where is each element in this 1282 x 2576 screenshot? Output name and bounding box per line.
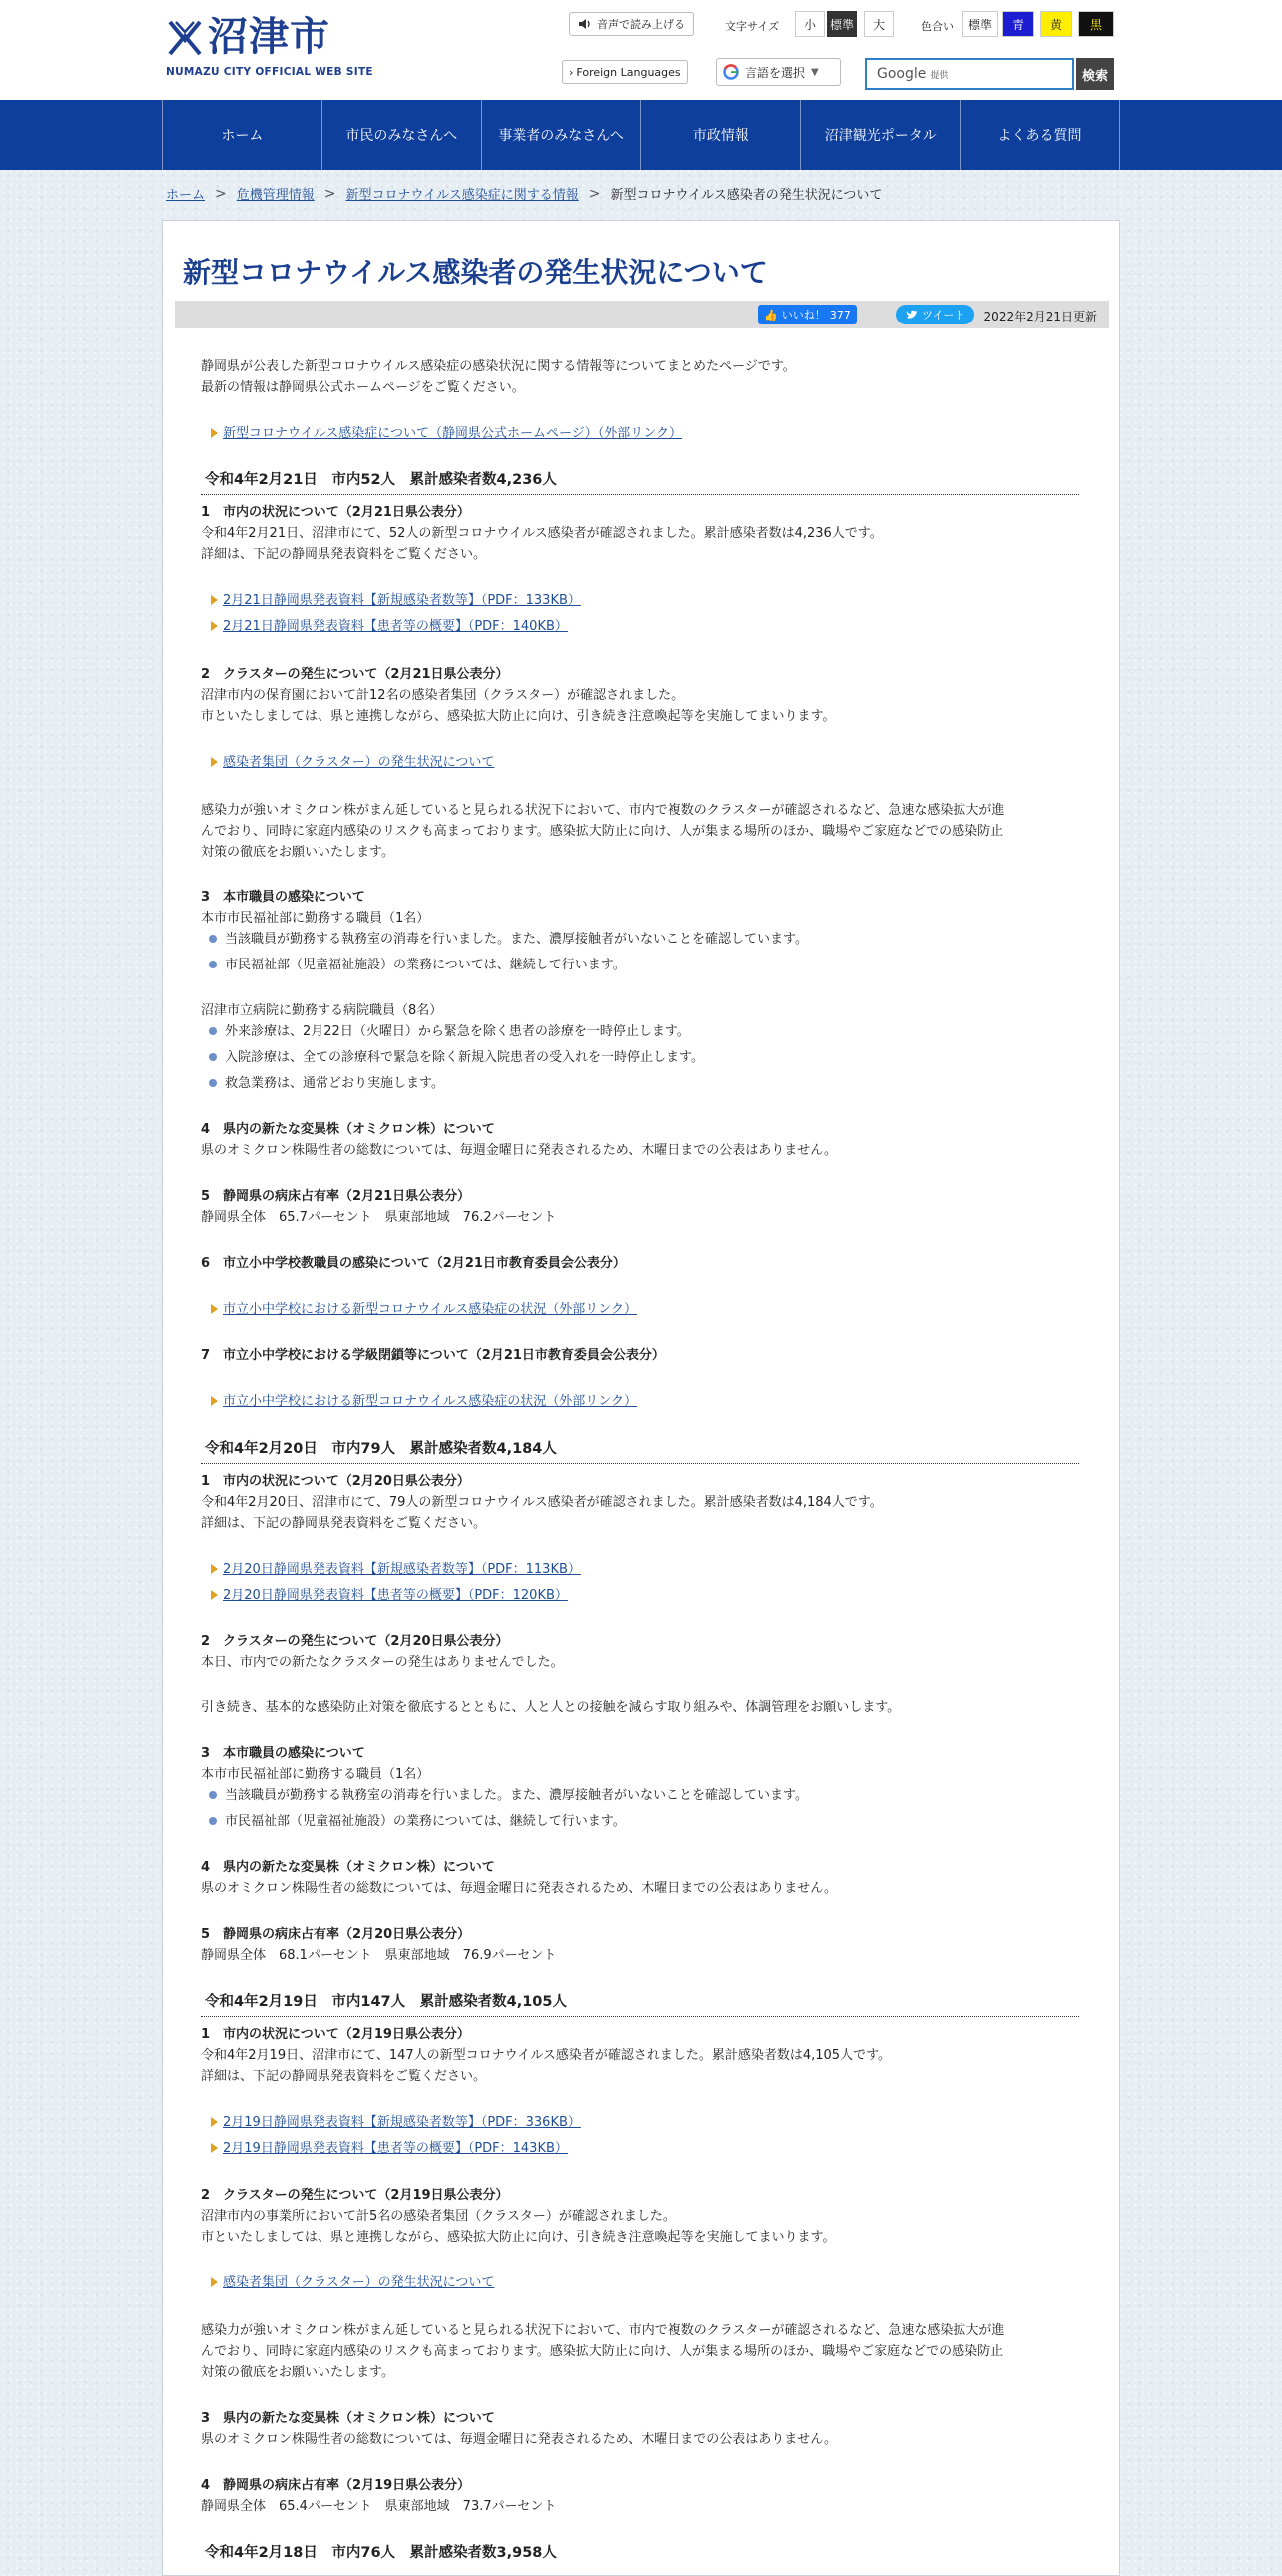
list-item bbox=[209, 1785, 808, 1806]
breadcrumb-crisis-management[interactable]: 危機管理情報 bbox=[236, 188, 315, 203]
page-meta-bar bbox=[175, 301, 1109, 328]
list-item-text: 救急業務は、通常どおり実施します。 bbox=[225, 1076, 444, 1091]
site-logo[interactable] bbox=[166, 14, 373, 80]
feb19-s1-text-2: 詳細は、下記の静岡県発表資料をご覧ください。 bbox=[201, 2069, 487, 2084]
bullet-icon bbox=[209, 1027, 217, 1035]
nav-item-businesses[interactable]: 事業者のみなさんへ bbox=[482, 100, 642, 170]
feb20-s2-title: 2 クラスターの発生について（2月20日県公表分） bbox=[201, 1634, 509, 1649]
feb19-s3-title: 3 県内の新たな変異株（オミクロン株）について bbox=[201, 2411, 495, 2426]
nav-item-citizens[interactable]: 市民のみなさんへ bbox=[322, 100, 482, 170]
feb20-s4-title: 4 県内の新たな変異株（オミクロン株）について bbox=[201, 1860, 495, 1875]
breadcrumb-home[interactable]: ホーム bbox=[166, 188, 206, 203]
pref-website-link[interactable]: 新型コロナウイルス感染症について（静岡県公式ホームページ）（外部リンク） bbox=[223, 426, 682, 441]
bullet-icon bbox=[209, 1079, 217, 1087]
color-standard-button[interactable]: 標準 bbox=[962, 11, 998, 37]
dropdown-arrow-icon: ▼ bbox=[811, 66, 819, 78]
search-button[interactable]: 検索 bbox=[1076, 58, 1114, 90]
color-yellow-button[interactable]: 黄 bbox=[1040, 11, 1072, 37]
breadcrumb-covid-info[interactable]: 新型コロナウイルス感染症に関する情報 bbox=[345, 188, 579, 203]
breadcrumb bbox=[166, 184, 882, 203]
logo-subtitle: NUMAZU CITY OFFICIAL WEB SITE bbox=[166, 66, 373, 78]
feb21-school-staff-item bbox=[211, 1299, 637, 1320]
feb21-s7-title: 7 市立小中学校における学級閉鎖等について（2月21日市教育委員会公表分） bbox=[201, 1348, 665, 1363]
feb20-s1-text-1: 令和4年2月20日、沼津市にて、79人の新型コロナウイルス感染者が確認されました。累計感染者数は4,184人です。 bbox=[201, 1495, 883, 1510]
link-arrow-icon bbox=[211, 595, 218, 605]
feb21-class-closure-link[interactable]: 市立小中学校における新型コロナウイルス感染症の状況（外部リンク） bbox=[223, 1394, 637, 1409]
nav-item-faq[interactable]: よくある質問 bbox=[961, 100, 1120, 170]
font-size-large-button[interactable]: 大 bbox=[864, 11, 894, 37]
feb20-s3-title: 3 本市職員の感染について bbox=[201, 1746, 365, 1761]
color-blue-button[interactable]: 青 bbox=[1002, 11, 1034, 37]
feb20-s3-group-a: 本市市民福祉部に勤務する職員（1名） bbox=[201, 1767, 430, 1782]
feb21-s1-title: 1 市内の状況について（2月21日県公表分） bbox=[201, 505, 470, 520]
feb19-s3-text: 県のオミクロン株陽性者の総数については、毎週金曜日に発表されるため、木曜日までの公表はありません。 bbox=[201, 2432, 838, 2447]
feb20-pdf-new-cases-link[interactable]: 2月20日静岡県発表資料【新規感染者数等】（PDF：113KB） bbox=[223, 1562, 581, 1577]
section-heading-feb18: 令和4年2月18日 市内76人 累計感染者数3,958人 bbox=[205, 2545, 557, 2561]
feb21-pdf1-item bbox=[211, 590, 581, 611]
nav-item-tourism-portal[interactable]: 沼津観光ポータル bbox=[801, 100, 961, 170]
read-aloud-button[interactable] bbox=[569, 12, 694, 36]
list-item-text: 当該職員が勤務する執務室の消毒を行いました。また、濃厚接触者がいないことを確認しています。 bbox=[225, 1788, 808, 1803]
feb20-pdf2-item bbox=[211, 1585, 568, 1606]
feb19-s2-text-1: 沼津市内の事業所において計5名の感染者集団（クラスター）が確認されました。 bbox=[201, 2209, 676, 2224]
feb19-pdf2-item bbox=[211, 2138, 568, 2159]
link-arrow-icon bbox=[211, 1304, 218, 1314]
feb20-s4-text: 県のオミクロン株陽性者の総数については、毎週金曜日に発表されるため、木曜日までの公表はありません。 bbox=[201, 1881, 838, 1896]
link-arrow-icon bbox=[211, 2277, 218, 2287]
foreign-languages-link[interactable] bbox=[562, 60, 688, 84]
link-arrow-icon bbox=[211, 2143, 218, 2153]
search-google-label: Google bbox=[877, 66, 927, 82]
feb20-s1-text-2: 詳細は、下記の静岡県発表資料をご覧ください。 bbox=[201, 1516, 487, 1531]
feb21-s5-text: 静岡県全体 65.7パーセント 県東部地域 76.2パーセント bbox=[201, 1210, 557, 1225]
link-arrow-icon bbox=[211, 621, 218, 631]
list-item-text: 当該職員が勤務する執務室の消毒を行いました。また、濃厚接触者がいないことを確認しています。 bbox=[225, 932, 808, 947]
feb19-para-3: 対策の徹底をお願いいたします。 bbox=[201, 2365, 394, 2380]
feb21-s1-text-1: 令和4年2月21日、沼津市にて、52人の新型コロナウイルス感染者が確認されました。累計感染者数は4,236人です。 bbox=[201, 526, 883, 541]
font-size-label: 文字サイズ bbox=[725, 20, 780, 33]
list-item bbox=[209, 1073, 444, 1094]
feb21-s2-text-2: 市といたしましては、県と連携しながら、感染拡大防止に向け、引き続き注意喚起等を実施してまいります。 bbox=[201, 709, 836, 724]
feb21-s3-group-b: 沼津市立病院に勤務する病院職員（8名） bbox=[201, 1003, 443, 1018]
feb20-s5-text: 静岡県全体 68.1パーセント 県東部地域 76.9パーセント bbox=[201, 1948, 557, 1963]
feb19-s2-title: 2 クラスターの発生について（2月19日県公表分） bbox=[201, 2188, 509, 2203]
link-arrow-icon bbox=[211, 1396, 218, 1406]
feb21-s6-title: 6 市立小中学校教職員の感染について（2月21日市教育委員会公表分） bbox=[201, 1256, 626, 1271]
speaker-icon bbox=[578, 18, 592, 30]
section-heading-feb19: 令和4年2月19日 市内147人 累計感染者数4,105人 bbox=[205, 1994, 567, 2010]
feb21-cluster-link[interactable]: 感染者集団（クラスター）の発生状況について bbox=[223, 755, 495, 770]
feb20-s2-text-1: 本日、市内での新たなクラスターの発生はありませんでした。 bbox=[201, 1655, 564, 1670]
google-g-icon bbox=[723, 64, 739, 80]
search-input[interactable] bbox=[865, 58, 1074, 90]
feb21-s4-text: 県のオミクロン株陽性者の総数については、毎週金曜日に発表されるため、木曜日までの公表はありません。 bbox=[201, 1143, 838, 1158]
link-arrow-icon bbox=[211, 428, 218, 438]
feb19-para-1: 感染力が強いオミクロン株がまん延していると見られる状況下において、市内で複数のクラスターが確認されるなど、急速な感染拡大が進 bbox=[201, 2323, 1005, 2338]
foreign-languages-label: Foreign Languages bbox=[576, 65, 681, 79]
breadcrumb-current: 新型コロナウイルス感染者の発生状況について bbox=[610, 188, 883, 203]
main-content bbox=[162, 220, 1120, 2576]
translate-label: 言語を選択 bbox=[745, 65, 806, 80]
bullet-icon bbox=[209, 1791, 217, 1799]
like-label: いいね！ bbox=[781, 309, 826, 322]
list-item bbox=[209, 955, 626, 975]
feb21-pdf2-item bbox=[211, 616, 568, 637]
list-item bbox=[209, 929, 808, 950]
feb21-s2-title: 2 クラスターの発生について（2月21日県公表分） bbox=[201, 667, 509, 682]
link-arrow-icon bbox=[211, 1590, 218, 1600]
breadcrumb-separator-icon: > bbox=[588, 185, 601, 202]
nav-item-city-info[interactable]: 市政情報 bbox=[641, 100, 801, 170]
font-size-small-button[interactable]: 小 bbox=[795, 11, 825, 37]
feb21-class-closure-item bbox=[211, 1391, 637, 1412]
feb19-s2-text-2: 市といたしましては、県と連携しながら、感染拡大防止に向け、引き続き注意喚起等を実施してまいります。 bbox=[201, 2230, 836, 2245]
feb21-pdf-patients-link[interactable]: 2月21日静岡県発表資料【患者等の概要】（PDF：140KB） bbox=[223, 619, 568, 634]
translate-select[interactable] bbox=[716, 58, 841, 86]
feb21-school-staff-link[interactable]: 市立小中学校における新型コロナウイルス感染症の状況（外部リンク） bbox=[223, 1302, 637, 1317]
tweet-label: ツイート bbox=[922, 309, 965, 322]
feb21-s3-group-a: 本市市民福祉部に勤務する職員（1名） bbox=[201, 911, 430, 926]
section-heading-feb21: 令和4年2月21日 市内52人 累計感染者数4,236人 bbox=[205, 472, 557, 488]
list-item-text: 入院診療は、全ての診療科で緊急を除く新規入院患者の受入れを一時停止します。 bbox=[225, 1050, 704, 1065]
list-item-text: 外来診療は、2月22日（火曜日）から緊急を除く患者の診療を一時停止します。 bbox=[225, 1024, 690, 1039]
bullet-icon bbox=[209, 961, 217, 968]
feb20-pdf-patients-link[interactable]: 2月20日静岡県発表資料【患者等の概要】（PDF：120KB） bbox=[223, 1588, 568, 1603]
facebook-like-button[interactable] bbox=[758, 305, 857, 324]
logo-title: 沼津市 bbox=[208, 14, 330, 60]
city-emblem-icon bbox=[166, 18, 204, 58]
color-label: 色合い bbox=[921, 20, 954, 33]
chevron-right-icon: › bbox=[569, 65, 574, 79]
font-size-standard-button[interactable]: 標準 bbox=[827, 11, 857, 37]
breadcrumb-separator-icon: > bbox=[215, 185, 227, 202]
read-aloud-label: 音声で読み上げる bbox=[597, 18, 685, 31]
feb21-s1-text-2: 詳細は、下記の静岡県発表資料をご覧ください。 bbox=[201, 547, 487, 562]
list-item bbox=[209, 1811, 626, 1832]
section-heading-feb20: 令和4年2月20日 市内79人 累計感染者数4,184人 bbox=[205, 1441, 557, 1457]
thumbs-up-icon: 👍 bbox=[764, 308, 778, 322]
intro-line-2: 最新の情報は静岡県公式ホームページをご覧ください。 bbox=[201, 380, 525, 395]
feb19-pdf-new-cases-link[interactable]: 2月19日静岡県発表資料【新規感染者数等】（PDF：336KB） bbox=[223, 2115, 581, 2130]
feb20-s5-title: 5 静岡県の病床占有率（2月20日県公表分） bbox=[201, 1927, 471, 1942]
intro-line-1: 静岡県が公表した新型コロナウイルス感染症の感染状況に関する情報等についてまとめたページです。 bbox=[201, 359, 796, 374]
feb19-pdf1-item bbox=[211, 2112, 581, 2133]
feb20-s2-text-2: 引き続き、基本的な感染防止対策を徹底するとともに、人と人との接触を減らす取り組みや、体調管理をお願いします。 bbox=[201, 1700, 901, 1715]
nav-item-home[interactable]: ホーム bbox=[163, 100, 322, 170]
list-item bbox=[209, 1047, 704, 1068]
tweet-button[interactable] bbox=[896, 305, 974, 324]
feb19-s4-title: 4 静岡県の病床占有率（2月19日県公表分） bbox=[201, 2478, 471, 2493]
feb21-cluster-item bbox=[211, 752, 494, 773]
feb19-s1-text-1: 令和4年2月19日、沼津市にて、147人の新型コロナウイルス感染者が確認されました。累計感染者数は4,105人です。 bbox=[201, 2048, 892, 2063]
feb21-s4-title: 4 県内の新たな変異株（オミクロン株）について bbox=[201, 1122, 495, 1137]
feb19-pdf-patients-link[interactable]: 2月19日静岡県発表資料【患者等の概要】（PDF：143KB） bbox=[223, 2141, 568, 2156]
feb19-para-2: んでおり、同時に家庭内感染のリスクも高まっております。感染拡大防止に向け、人が集まる場所のほか、職場やご家庭などでの感染防止 bbox=[201, 2344, 1004, 2359]
feb20-s1-title: 1 市内の状況について（2月20日県公表分） bbox=[201, 1474, 470, 1489]
list-item-text: 市民福祉部（児童福祉施設）の業務については、継続して行います。 bbox=[225, 958, 626, 972]
feb21-s2-text-1: 沼津市内の保育園において計12名の感染者集団（クラスター）が確認されました。 bbox=[201, 688, 685, 703]
feb19-s1-title: 1 市内の状況について（2月19日県公表分） bbox=[201, 2027, 470, 2042]
page-title: 新型コロナウイルス感染者の発生状況について bbox=[183, 256, 768, 289]
feb21-para-1: 感染力が強いオミクロン株がまん延していると見られる状況下において、市内で複数のクラスターが確認されるなど、急速な感染拡大が進 bbox=[201, 803, 1005, 818]
updated-date: 2022年2月21日更新 bbox=[983, 310, 1097, 323]
feb19-cluster-item bbox=[211, 2272, 494, 2293]
list-item bbox=[209, 1021, 690, 1042]
pref-website-link-item bbox=[211, 423, 682, 444]
section-divider bbox=[201, 494, 1079, 495]
feb21-s3-title: 3 本市職員の感染について bbox=[201, 890, 365, 905]
link-arrow-icon bbox=[211, 2117, 218, 2127]
link-arrow-icon bbox=[211, 1564, 218, 1574]
bullet-icon bbox=[209, 1817, 217, 1825]
link-arrow-icon bbox=[211, 757, 218, 767]
search-powered-label: 提供 bbox=[930, 70, 949, 81]
feb21-para-3: 対策の徹底をお願いいたします。 bbox=[201, 845, 394, 860]
feb21-para-2: んでおり、同時に家庭内感染のリスクも高まっております。感染拡大防止に向け、人が集まる場所のほか、職場やご家庭などでの感染防止 bbox=[201, 824, 1004, 839]
global-nav bbox=[0, 100, 1282, 170]
breadcrumb-separator-icon: > bbox=[323, 185, 336, 202]
feb20-pdf1-item bbox=[211, 1559, 581, 1580]
color-black-button[interactable]: 黒 bbox=[1078, 11, 1114, 37]
like-count: 377 bbox=[829, 308, 851, 322]
bullet-icon bbox=[209, 935, 217, 943]
feb19-s4-text: 静岡県全体 65.4パーセント 県東部地域 73.7パーセント bbox=[201, 2499, 557, 2514]
feb19-cluster-link[interactable]: 感染者集団（クラスター）の発生状況について bbox=[223, 2275, 495, 2290]
feb21-pdf-new-cases-link[interactable]: 2月21日静岡県発表資料【新規感染者数等】（PDF：133KB） bbox=[223, 593, 581, 608]
site-header bbox=[0, 0, 1282, 100]
feb21-s5-title: 5 静岡県の病床占有率（2月21日県公表分） bbox=[201, 1189, 471, 1204]
list-item-text: 市民福祉部（児童福祉施設）の業務については、継続して行います。 bbox=[225, 1814, 626, 1829]
section-divider bbox=[201, 1463, 1079, 1464]
bullet-icon bbox=[209, 1053, 217, 1061]
twitter-bird-icon bbox=[906, 310, 918, 320]
section-divider bbox=[201, 2016, 1079, 2017]
